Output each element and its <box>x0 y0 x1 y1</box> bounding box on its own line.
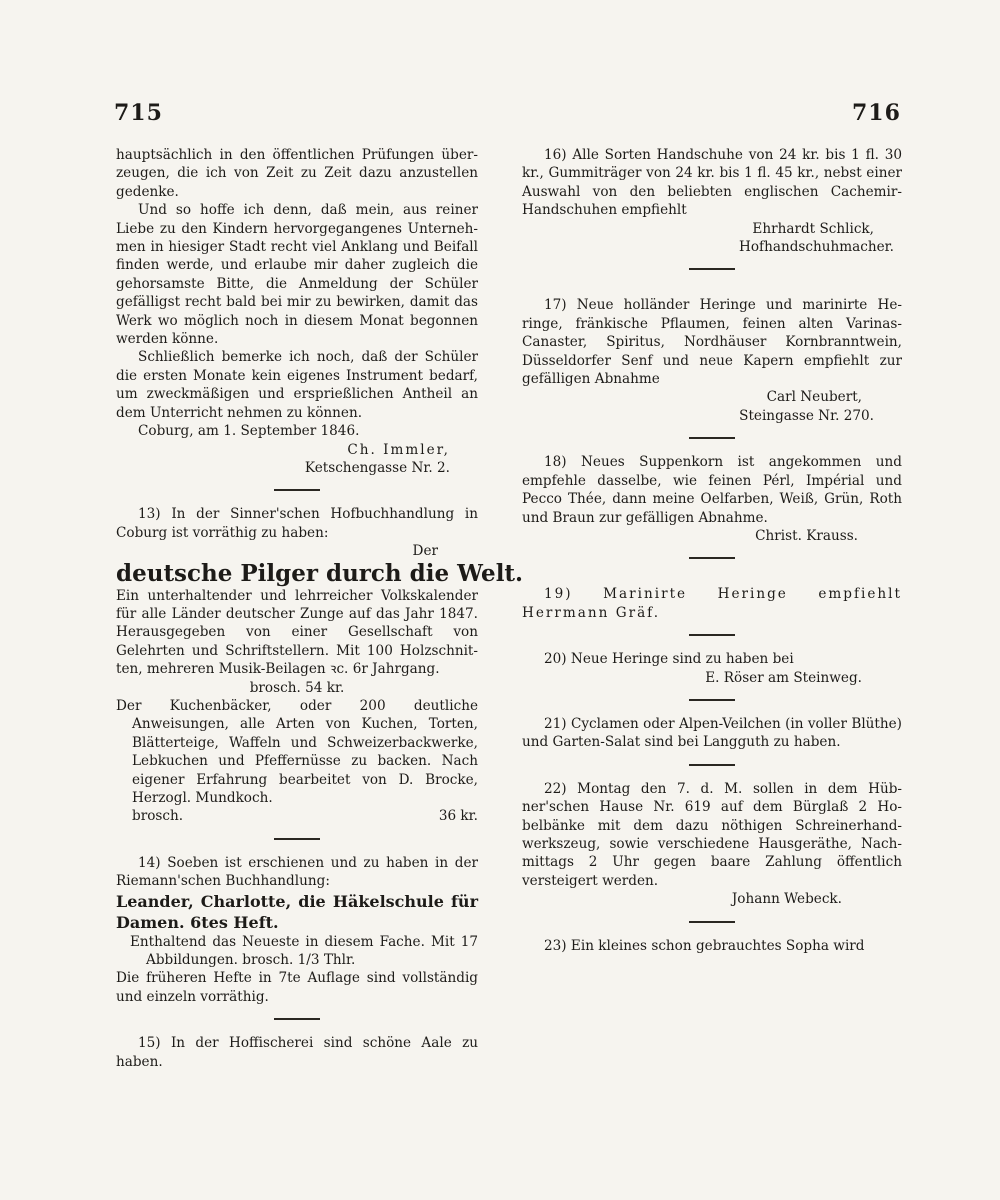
notice-17-signature-address: Steingasse Nr. 270. <box>739 407 874 424</box>
notice-13-price: brosch. 54 kr. <box>249 679 345 696</box>
separator-rule <box>689 699 735 701</box>
notice-17-signature-name: Carl Neubert, <box>766 389 862 406</box>
intro-paragraph-1: hauptsächlich in den öffentlichen Prüfungen überzeugen, die ich von Zeit zu Zeit dazu anzustellen gedenke. <box>116 147 478 200</box>
notice-13-second-book: Der Kuchenbäcker, oder 200 deutliche Anweisungen, alle Arten von Kuchen, Torten, Blätterteige, Waffeln und Schweizerbackwerke, Lebkuchen und Pfeffernüsse zu backen. Nach eigener Erfahrung bearbeitet von D. Brocke, Herzogl. Mundkoch. <box>116 697 478 806</box>
separator-rule <box>689 921 735 923</box>
intro-signature-name: Ch. Immler, <box>347 441 450 458</box>
notice-14-description: Enthaltend das Neueste in diesem Fache. Mit 17 Abbildungen. brosch. 1/3 Thlr. <box>130 933 478 969</box>
notice-16-signature-title: Hofhandschuhmacher. <box>739 239 894 256</box>
separator-rule <box>274 838 320 840</box>
notice-18-signature: Christ. Krauss. <box>755 527 858 544</box>
notice-16-signature-name: Ehrhardt Schlick, <box>752 220 874 237</box>
separator-rule <box>274 1018 320 1020</box>
notice-20: 20) Neue Heringe sind zu haben bei <box>544 651 794 668</box>
notice-23: 23) Ein kleines schon gebrauchtes Sopha wird <box>544 937 865 954</box>
notice-20-signature: E. Röser am Steinweg. <box>705 669 862 686</box>
notice-21: 21) Cyclamen oder Alpen-Veilchen (in voller Blüthe) und Garten-Salat sind bei Langguth zu haben. <box>522 715 902 751</box>
notice-13-book-title: deutsche Pilger durch die Welt. <box>116 559 524 587</box>
separator-rule <box>689 764 735 766</box>
intro-date: Coburg, am 1. September 1846. <box>138 423 360 440</box>
intro-signature-address: Ketschengasse Nr. 2. <box>304 459 450 476</box>
notice-13-intro: 13) In der Sinner'schen Hofbuchhandlung in Coburg ist vorräthig zu haben: <box>116 506 478 541</box>
notice-14-title: Leander, Charlotte, die Häkelschule für Damen. 6tes Heft. <box>116 891 478 932</box>
notice-14-intro: 14) Soeben ist erschienen und zu haben in der Riemann'schen Buchhandlung: <box>116 854 478 890</box>
separator-rule <box>274 489 320 491</box>
notice-16: 16) Alle Sorten Handschuhe von 24 kr. bis 1 fl. 30 kr., Gummiträger von 24 kr. bis 1 fl. 45 kr., nebst einer Auswahl von den beliebten englischen Cachemir-Handschuhen empfiehlt <box>522 147 902 219</box>
notice-15: 15) In der Hoffischerei sind schöne Aale zu haben. <box>116 1035 478 1070</box>
intro-paragraph-3: Schließlich bemerke ich noch, daß der Schüler die ersten Monate kein eigenes Instrument bedarf, um zweckmäßigen und ersprießlichen Antheil an dem Unterricht nehmen zu können. <box>116 349 478 421</box>
notice-22-signature: Johann Webeck. <box>731 891 842 908</box>
separator-rule <box>689 268 735 270</box>
right-column <box>522 146 902 955</box>
notice-17: 17) Neue holländer Heringe und marinirte Heringe, fränkische Pflaumen, feinen alten Varinas-Canaster, Spiritus, Nordhäuser Kornbranntwein, Düsseldorfer Senf und neue Kapern empfiehlt zur gefälligen Abnahme <box>522 297 902 388</box>
page-number-right: 716 <box>852 100 901 126</box>
price-value: 36 kr. <box>438 808 478 825</box>
price-label: brosch. <box>132 808 184 825</box>
notice-19: 19) Marinirte Heringe empfiehlt Herrmann Gräf. <box>522 586 902 621</box>
notice-18: 18) Neues Suppenkorn ist angekommen und empfehle dasselbe, wie feinen Pérl, Impérial und Pecco Thée, dann meine Oelfarben, Weiß, Grün, Roth und Braun zur gefälligen Abnahme. <box>522 454 902 526</box>
separator-rule <box>689 437 735 439</box>
left-column <box>116 146 524 1071</box>
intro-paragraph-2: Und so hoffe ich denn, daß mein, aus reiner Liebe zu den Kindern hervorgegangenes Unternehmen in hiesiger Stadt recht viel Anklang und Beifall finden werde, und erlaube mir daher zugleich die gehorsamste Bitte, die Anmeldung der Schüler gefälligst recht bald bei mir zu bewirken, damit das Werk wo möglich noch in diesem Monat begonnen werden könne. <box>116 202 478 348</box>
notice-13-article: Der <box>412 543 438 560</box>
page-number-left: 715 <box>114 100 163 126</box>
separator-rule <box>689 634 735 636</box>
notice-22: 22) Montag den 7. d. M. sollen in dem Hübner'schen Hause Nr. 619 auf dem Bürglaß 2 Hobelbänke mit dem dazu nöthigen Schreinerhandwerkszeug, sowie verschiedene Hausgeräthe, Nachmittags 2 Uhr gegen baare Zahlung öffentlich versteigert werden. <box>522 780 902 889</box>
notice-14-note: Die früheren Hefte in 7te Auflage sind vollständig und einzeln vorräthig. <box>116 970 478 1005</box>
notice-13-description: Ein unterhaltender und lehrreicher Volkskalender für alle Länder deutscher Zunge auf das Jahr 1847. Herausgegeben von einer Gesellschaft von Gelehrten und Schriftstellern. Mit 100 Holzschnitten, mehreren Musik-Beilagen ꝛc. 6r Jahrgang. <box>116 587 478 678</box>
separator-rule <box>689 557 735 559</box>
notice-13-second-book-price <box>116 807 478 825</box>
